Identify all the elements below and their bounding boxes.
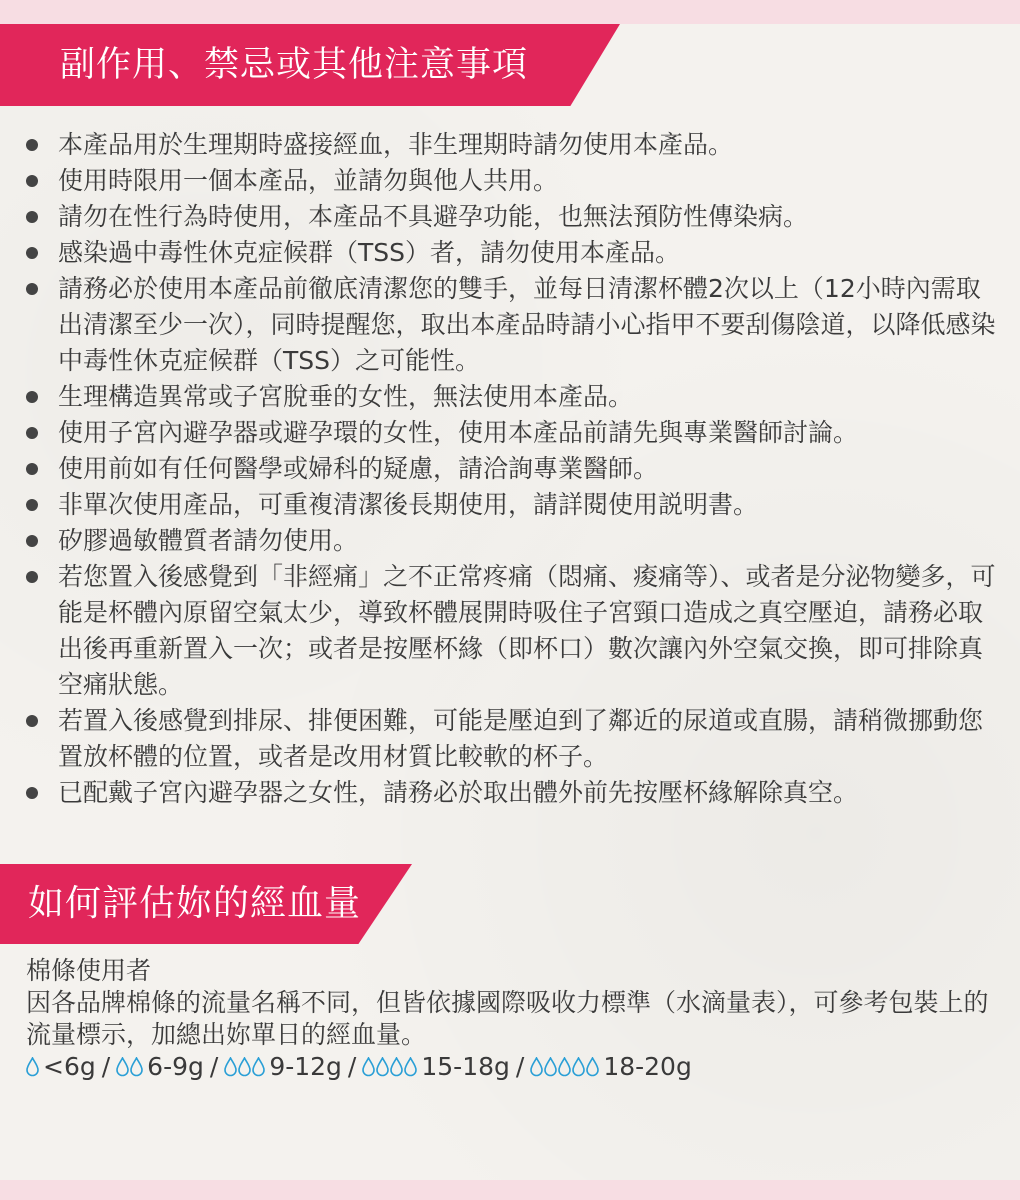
section-title-flow: 如何評估妳的經血量 [28,883,362,924]
precaution-item [18,775,998,811]
precaution-item [18,415,998,451]
water-drop-icon [252,1057,265,1077]
scale-separator: / [515,1052,525,1081]
water-drop-icon [572,1057,585,1077]
scale-label: 9-12g [269,1052,342,1081]
precaution-item [18,703,998,775]
precaution-text: 使用時限用一個本產品，並請勿與他人共用。 [58,166,559,195]
precaution-item [18,127,998,163]
water-drop-icon [376,1057,389,1077]
top-pink-strip [0,0,1020,24]
scale-label: <6g [43,1052,96,1081]
water-drop-icon [586,1057,599,1077]
flow-subtitle: 棉條使用者 [26,956,152,985]
precaution-item [18,487,998,523]
precaution-item [18,379,998,415]
bullet-icon [26,391,38,403]
precaution-item [18,163,998,199]
precaution-text: 使用子宮內避孕器或避孕環的女性，使用本產品前請先與專業醫師討論。 [58,418,859,447]
bullet-icon [26,211,38,223]
water-drop-icon [558,1057,571,1077]
drop-scale [26,1051,991,1083]
bullet-icon [26,175,38,187]
water-drop-icon [116,1057,129,1077]
scale-label: 15-18g [421,1052,510,1081]
precautions-list [18,127,998,811]
bullet-icon [26,139,38,151]
bullet-icon [26,499,38,511]
water-drop-icon [390,1057,403,1077]
water-drop-icon [26,1057,39,1077]
bullet-icon [26,283,38,295]
scale-separator: / [209,1052,219,1081]
bottom-pink-strip [0,1180,1020,1200]
flow-description: 因各品牌棉條的流量名稱不同，但皆依據國際吸收力標準（水滴量表），可參考包裝上的流量標示，加總出妳單日的經血量。 [26,988,989,1049]
precaution-text: 矽膠過敏體質者請勿使用。 [58,526,359,555]
bullet-icon [26,247,38,259]
bullet-icon [26,463,38,475]
flow-section-body [26,955,991,1083]
bullet-icon [26,571,38,583]
scale-label: 6-9g [147,1052,204,1081]
precaution-item [18,199,998,235]
scale-separator: / [347,1052,357,1081]
precaution-text: 生理構造異常或子宮脫垂的女性，無法使用本產品。 [58,382,634,411]
bullet-icon [26,427,38,439]
scale-label: 18-20g [603,1052,692,1081]
precaution-text: 若置入後感覺到排尿、排便困難，可能是壓迫到了鄰近的尿道或直腸，請稍微挪動您置放杯體的位置，或者是改用材質比較軟的杯子。 [58,706,984,771]
water-drop-icon [224,1057,237,1077]
precaution-item [18,451,998,487]
water-drop-icon [362,1057,375,1077]
precaution-text: 非單次使用產品，可重複清潔後長期使用，請詳閱使用説明書。 [58,490,759,519]
precaution-text: 使用前如有任何醫學或婦科的疑慮，請洽詢專業醫師。 [58,454,659,483]
scale-separator: / [101,1052,111,1081]
water-drop-icon [238,1057,251,1077]
water-drop-icon [530,1057,543,1077]
precaution-item [18,235,998,271]
precaution-item [18,559,998,703]
water-drop-icon [544,1057,557,1077]
precaution-text: 請務必於使用本產品前徹底清潔您的雙手，並每日清潔杯體2次以上（12小時內需取出清潔至少一次），同時提醒您，取出本產品時請小心指甲不要刮傷陰道，以降低感染中毒性休克症候群（TSS）之可能性。 [58,274,996,375]
water-drop-icon [404,1057,417,1077]
precaution-text: 若您置入後感覺到「非經痛」之不正常疼痛（悶痛、痠痛等）、或者是分泌物變多，可能是杯體內原留空氣太少，導致杯體展開時吸住子宮頸口造成之真空壓迫，請務必取出後再重新置入一次；或者是按壓杯緣（即杯口）數次讓內外空氣交換，即可排除真空痛狀態。 [58,562,996,699]
water-drop-icon [130,1057,143,1077]
section-title-side-effects: 副作用、禁忌或其他注意事項 [60,45,529,85]
bullet-icon [26,715,38,727]
precaution-item [18,271,998,379]
precaution-text: 感染過中毒性休克症候群（TSS）者，請勿使用本產品。 [58,238,681,267]
bullet-icon [26,535,38,547]
precaution-text: 請勿在性行為時使用，本產品不具避孕功能，也無法預防性傳染病。 [58,202,809,231]
precaution-item [18,523,998,559]
precaution-text: 已配戴子宮內避孕器之女性，請務必於取出體外前先按壓杯緣解除真空。 [58,778,859,807]
bullet-icon [26,787,38,799]
precaution-text: 本產品用於生理期時盛接經血，非生理期時請勿使用本產品。 [58,130,734,159]
